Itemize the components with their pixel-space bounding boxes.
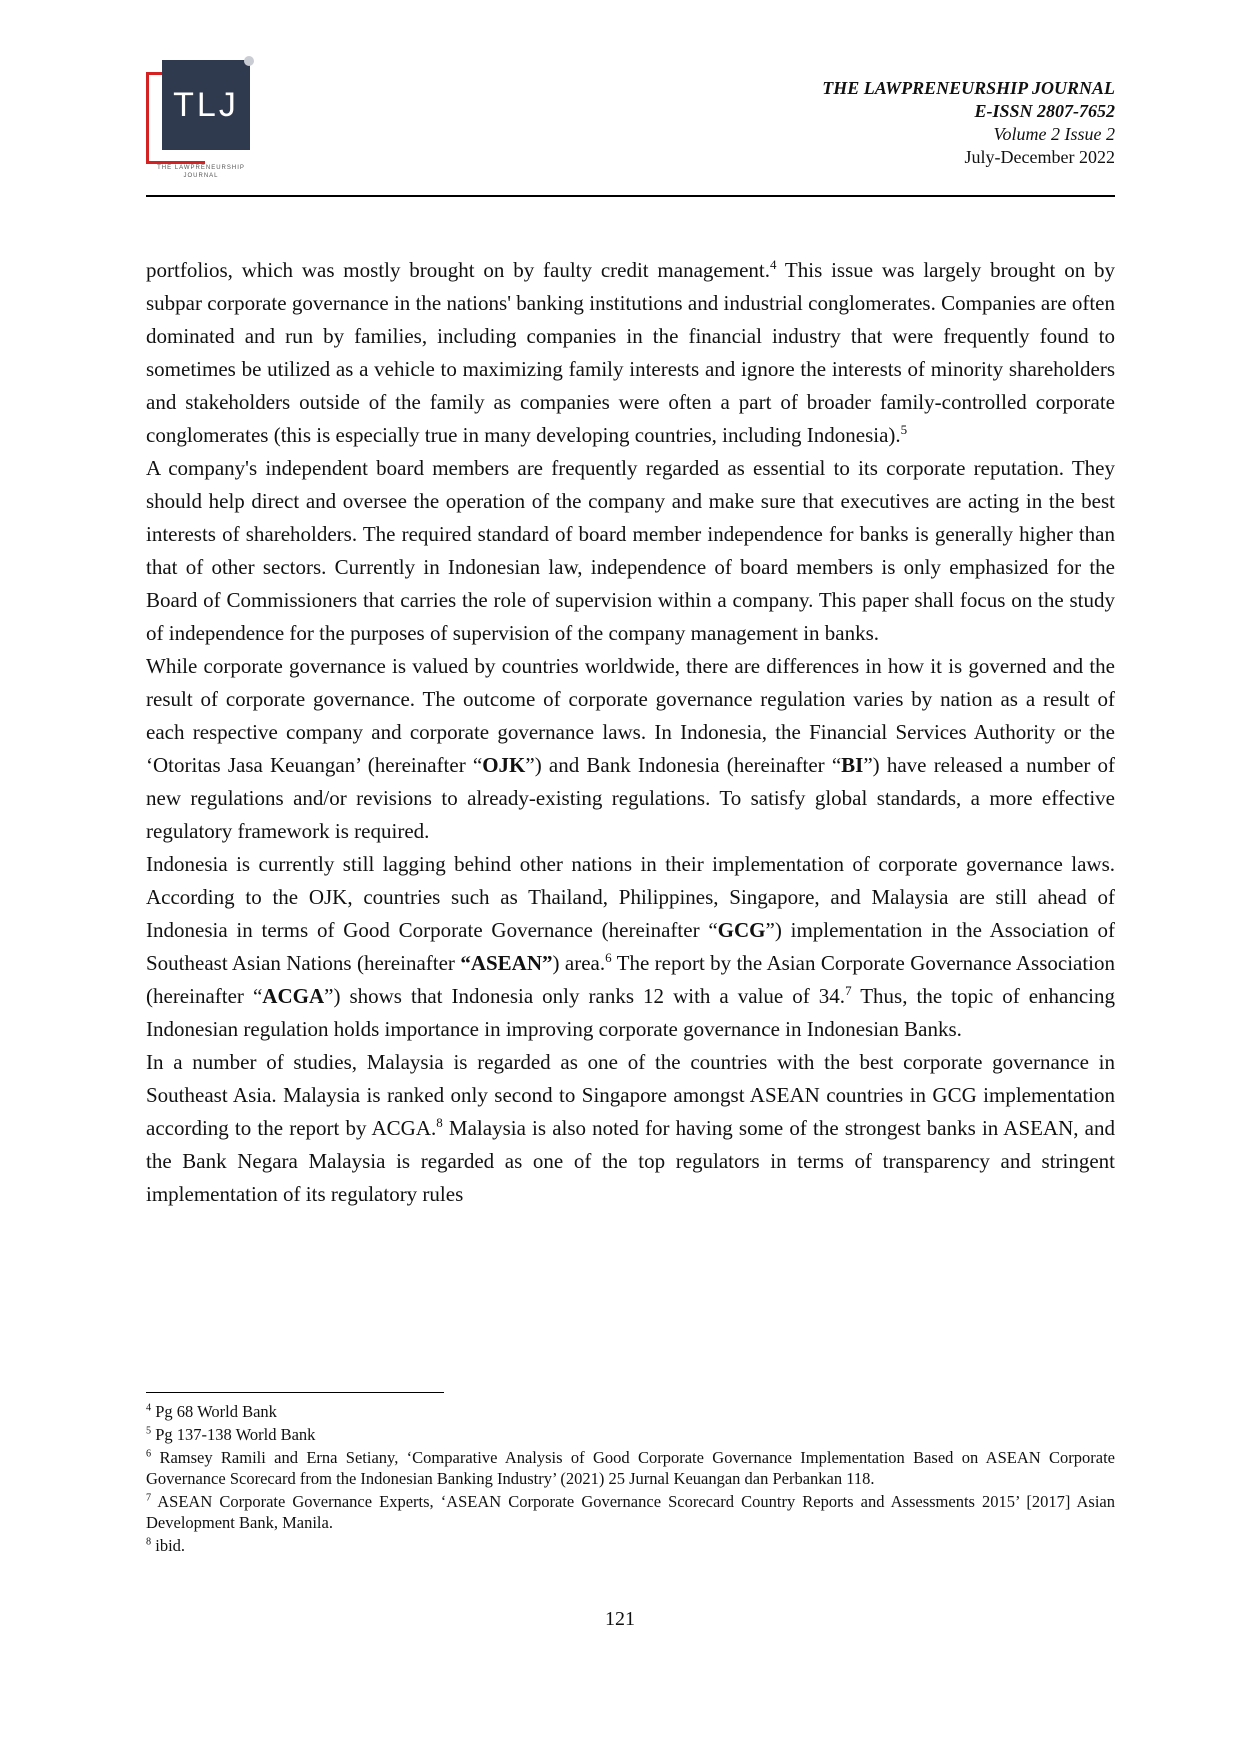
journal-logo bbox=[146, 60, 256, 180]
page-number: 121 bbox=[605, 1608, 635, 1630]
footnote-4: $^4$ Pg 68 World Bank bbox=[146, 1402, 277, 1421]
logo-text: TLJ bbox=[173, 85, 239, 124]
logo-subtitle: THE LAWPRENEURSHIP JOURNAL bbox=[157, 165, 245, 179]
footnote-7: $^7$ ASEAN Corporate Governance Experts, ‘ASEAN Corporate Governance Scorecard Country Reports and Assessments 2015’ [2017] Asian Development Bank, Manila. bbox=[146, 1492, 1115, 1532]
term-asean: “ASEAN” bbox=[460, 951, 553, 975]
footnote-ref-5[interactable]: 5 bbox=[900, 422, 908, 437]
footnote-6: $^6$ Ramsey Ramili and Erna Setiany, ‘Comparative Analysis of Good Corporate Governance Implementation Based on ASEAN Corporate Governance Scorecard from the Indonesian Banking Industry’ (2021) 25 Jurnal Keuangan dan Perbankan 118. bbox=[146, 1448, 1115, 1488]
footnote-ref-4[interactable]: 4 bbox=[769, 257, 777, 272]
paragraph-2: A company's independent board members are frequently regarded as essential to its corporate reputation. They should help direct and oversee the operation of the company and make sure that executives are acting in the best interests of shareholders. The required standard of board member independence for banks is generally higher than that of other sectors. Currently in Indonesian law, independence of board members is only emphasized for the Board of Commissioners that carries the role of supervision within a company. This paper shall focus on the study of independence for the purposes of supervision of the company management in banks. bbox=[146, 456, 1115, 645]
footnote-5: $^5$ Pg 137-138 World Bank bbox=[146, 1425, 316, 1444]
footnote-number: 8 bbox=[146, 1536, 152, 1548]
logo-dot-icon bbox=[244, 56, 254, 66]
journal-name: THE LAWPRENEURSHIP JOURNAL bbox=[822, 78, 1115, 98]
footnote-number: 6 bbox=[146, 1448, 152, 1460]
paragraph-5: In a number of studies, Malaysia is regarded as one of the countries with the best corporate governance in Southeast Asia. Malaysia is ranked only second to Singapore amongst ASEAN countries in GCG implementation according to the report by ACGA.$^8$ Malaysia is also noted for having some of the strongest banks in ASEAN, and the Bank Negara Malaysia is regarded as one of the top regulators in terms of transparency and stringent implementation of its regulatory rules bbox=[146, 1050, 1115, 1206]
term-gcg: GCG bbox=[717, 918, 766, 942]
paragraph-1: portfolios, which was mostly brought on by faulty credit management.$^4$ This issue was largely brought on by subpar corporate governance in the nations' banking institutions and industrial conglomerates. Companies are often dominated and run by families, including companies in the financial industry that were frequently found to sometimes be utilized as a vehicle to maximizing family interests and ignore the interests of minority shareholders and stakeholders outside of the family as companies were often a part of broader family-controlled corporate conglomerates (this is especially true in many developing countries, including Indonesia).$^5$ bbox=[146, 257, 1116, 447]
footnote-ref-6[interactable]: 6 bbox=[605, 950, 612, 965]
footnote-number: 4 bbox=[146, 1402, 152, 1414]
body-text bbox=[146, 254, 1115, 1211]
term-acga: ACGA bbox=[262, 984, 325, 1008]
term-bi: BI bbox=[841, 753, 864, 777]
header-divider bbox=[146, 195, 1115, 197]
footnote-ref-8[interactable]: 8 bbox=[436, 1115, 443, 1130]
footnotes bbox=[146, 1401, 1115, 1558]
journal-period: July-December 2022 bbox=[964, 147, 1115, 167]
footnote-8: $^8$ ibid. bbox=[146, 1536, 186, 1555]
term-ojk: OJK bbox=[482, 753, 526, 777]
footnote-divider bbox=[146, 1392, 444, 1393]
journal-issn: E-ISSN 2807-7652 bbox=[974, 101, 1115, 121]
journal-volume: Volume 2 Issue 2 bbox=[993, 124, 1115, 144]
journal-info bbox=[822, 77, 1115, 169]
paragraph-4: Indonesia is currently still lagging behind other nations in their implementation of corporate governance laws. According to the OJK, countries such as Thailand, Philippines, Singapore, and Malaysia are still ahead of Indonesia in terms of Good Corporate Governance (hereinafter “GCG”) implementation in the Association of Southeast Asian Nations (hereinafter “ASEAN”) area.$^6$ The report by the Asian Corporate Governance Association (hereinafter “ACGA”) shows that Indonesia only ranks 12 with a value of 34.$^7$ Thus, the topic of enhancing Indonesian regulation holds importance in improving corporate governance in Indonesian Banks. bbox=[146, 852, 1116, 1041]
footnote-ref-7[interactable]: 7 bbox=[845, 983, 852, 998]
footnote-number: 5 bbox=[146, 1425, 152, 1437]
logo-box bbox=[162, 60, 250, 150]
footnote-number: 7 bbox=[146, 1492, 152, 1504]
paragraph-3: While corporate governance is valued by countries worldwide, there are differences in how it is governed and the result of corporate governance. The outcome of corporate governance regulation varies by nation as a result of each respective company and corporate governance laws. In Indonesia, the Financial Services Authority or the ‘Otoritas Jasa Keuangan’ (hereinafter “OJK”) and Bank Indonesia (hereinafter “BI”) have released a number of new regulations and/or revisions to already-existing regulations. To satisfy global standards, a more effective regulatory framework is required. bbox=[146, 654, 1115, 843]
